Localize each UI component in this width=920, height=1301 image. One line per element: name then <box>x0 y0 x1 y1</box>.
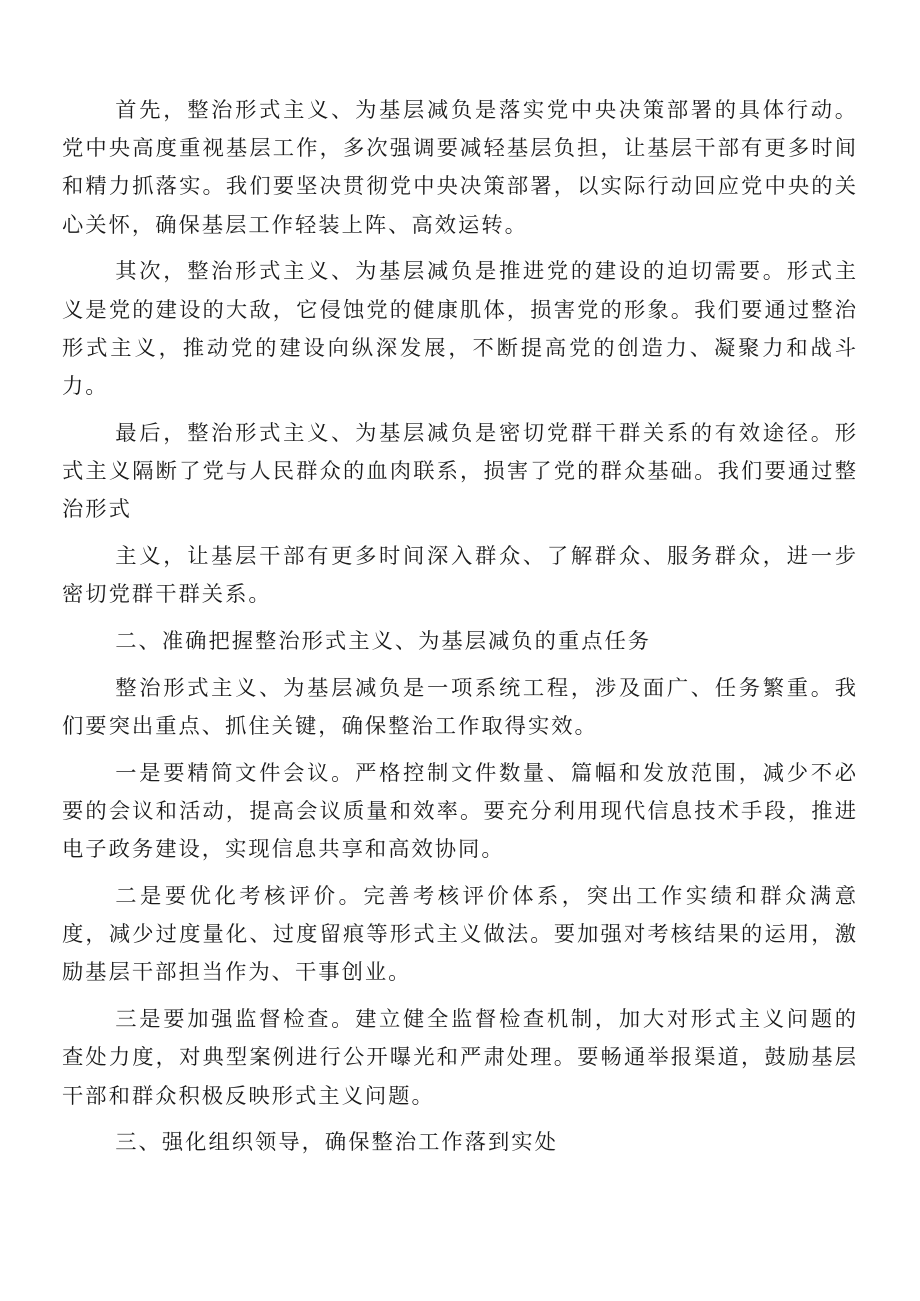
document-body <box>62 92 858 1171</box>
paragraph-6: 一是要精简文件会议。严格控制文件数量、篇幅和发放范围，减少不必要的会议和活动，提高会议质量和效率。要充分利用现代信息技术手段，推进电子政务建设，实现信息共享和高效协同。 <box>62 760 858 863</box>
paragraph-1: 首先，整治形式主义、为基层减负是落实党中央决策部署的具体行动。党中央高度重视基层工作，多次强调要减轻基层负担，让基层干部有更多时间和精力抓落实。我们要坚决贯彻党中央决策部署，以实际行动回应党中央的关心关怀，确保基层工作轻装上阵、高效运转。 <box>62 98 858 238</box>
section-heading-3: 三、强化组织领导，确保整治工作落到实处 <box>115 1130 558 1156</box>
paragraph-3: 最后，整治形式主义、为基层减负是密切党群干群关系的有效途径。形式主义隔断了党与人民群众的血肉联系，损害了党的群众基础。我们要通过整治形式 <box>62 420 858 523</box>
paragraph-4: 主义，让基层干部有更多时间深入群众、了解群众、服务群众，进一步密切党群干群关系。 <box>62 544 858 608</box>
paragraph-7: 二是要优化考核评价。完善考核评价体系，突出工作实绩和群众满意度，减少过度量化、过度留痕等形式主义做法。要加强对考核结果的运用，激励基层干部担当作为、干事创业。 <box>62 884 858 986</box>
paragraph-2: 其次，整治形式主义、为基层减负是推进党的建设的迫切需要。形式主义是党的建设的大敌，它侵蚀党的健康肌体，损害党的形象。我们要通过整治形式主义，推动党的建设向纵深发展，不断提高党的创造力、凝聚力和战斗力。 <box>62 259 858 400</box>
paragraph-5: 整治形式主义、为基层减负是一项系统工程，涉及面广、任务繁重。我们要突出重点、抓住关键，确保整治工作取得实效。 <box>62 675 858 740</box>
paragraph-8: 三是要加强监督检查。建立健全监督检查机制，加大对形式主义问题的查处力度，对典型案例进行公开曝光和严肃处理。要畅通举报渠道，鼓励基层干部和群众积极反映形式主义问题。 <box>62 1007 858 1109</box>
section-heading-2: 二、准确把握整治形式主义、为基层减负的重点任务 <box>115 629 652 655</box>
